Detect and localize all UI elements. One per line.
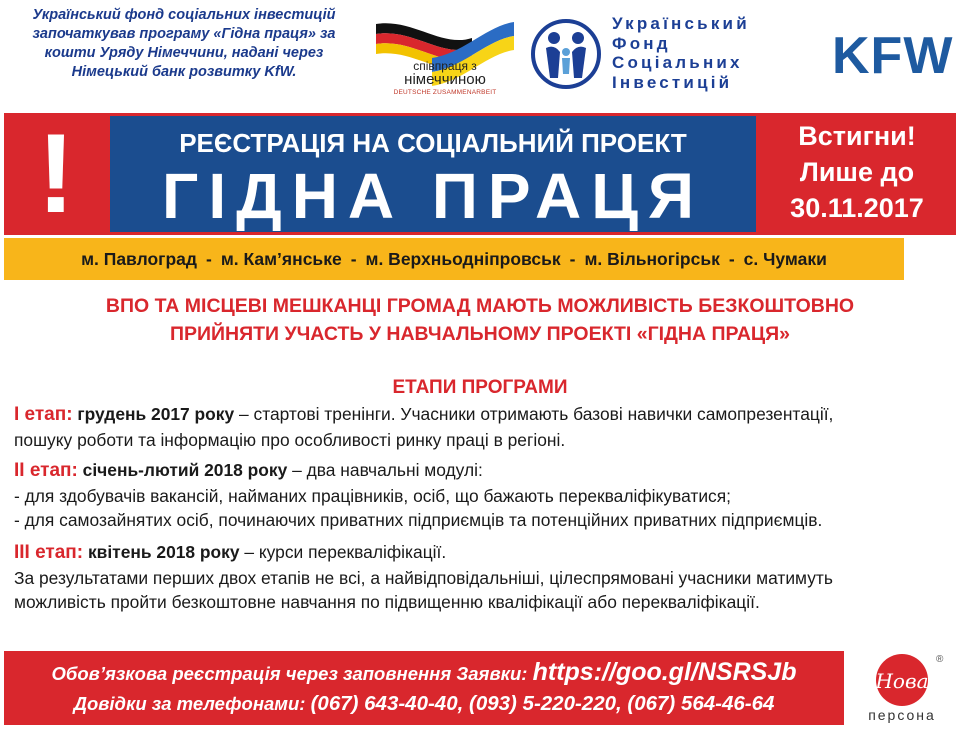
headline-line: ВПО ТА МІСЦЕВІ МЕШКАНЦІ ГРОМАД МАЮТЬ МОЖЛИВІСТЬ БЕЗКОШТОВНО <box>105 295 855 317</box>
registered-mark: ® <box>936 654 944 665</box>
usif-name-line: Фонд <box>612 33 671 53</box>
project-name: ГІДНА ПРАЦЯ <box>162 160 704 232</box>
city-separator: - <box>205 249 212 269</box>
city-item: м. Верхньодніпровськ <box>365 249 561 269</box>
phones: (067) 643-40-40, (093) 5-220-220, (067) 564-46-64 <box>310 692 775 715</box>
stage-2 <box>14 458 954 533</box>
stage-text: – стартові тренінги. Учасники отримають базові навички самопрезентації, <box>234 404 834 424</box>
cities-list <box>4 238 904 280</box>
stage-1-line <box>14 402 954 428</box>
nova-logo-name: персона <box>868 707 936 723</box>
stage-text: – курси перекваліфікації. <box>239 542 447 562</box>
stage-period: січень-лютий 2018 року <box>82 460 288 480</box>
cooperation-line1: співпраця з <box>413 59 477 73</box>
stage-text-line: пошуку роботи та інформацію про особливості ринку праці в регіоні. <box>14 429 566 450</box>
city-separator: - <box>350 249 357 269</box>
exclamation-mark: ! <box>37 111 75 236</box>
stage-text: – два навчальні модулі: <box>287 460 483 480</box>
stage-period: квітень 2018 року <box>87 542 240 562</box>
usif-name-line: Соціальних <box>612 53 743 72</box>
headline-line: ПРИЙНЯТИ УЧАСТЬ У НАВЧАЛЬНОМУ ПРОЕКТІ «ГІДНА ПРАЦЯ» <box>169 323 791 345</box>
city-separator: - <box>728 249 735 269</box>
stage-bullet: - для самозайнятих осіб, починаючих приватних підприємців та потенційних приватних підприємців. <box>14 510 823 530</box>
deadline-notice <box>758 118 956 226</box>
stages-heading: ЕТАПИ ПРОГРАМИ <box>392 377 568 398</box>
cooperation-line2: німеччиною <box>404 71 486 88</box>
cooperation-caption <box>380 60 510 99</box>
intro-text: Український фонд соціальних інвестицій започаткував програму «Гідна праця» за кошти Уряду Німеччини, надані через Німецький банк розвитку KfW. <box>32 7 336 80</box>
phones-label: Довідки за телефонами: <box>73 693 311 714</box>
headline <box>20 292 940 348</box>
city-item: м. Павлоград <box>81 249 197 269</box>
city-item: м. Вільногірськ <box>584 249 720 269</box>
registration-line <box>4 656 844 690</box>
stage-3 <box>14 540 954 615</box>
city-item: м. Кам’янське <box>220 249 342 269</box>
registration-text: Обов’язкова реєстрація через заповнення Заявки: <box>51 663 533 684</box>
usif-name-line: Інвестицій <box>612 72 733 92</box>
phones-line <box>4 688 844 720</box>
stage-bullet: - для здобувачів вакансій, найманих працівників, осіб, що бажають перекваліфікуватися; <box>14 485 731 506</box>
cooperation-line3: DEUTSCHE ZUSAMMENARBEIT <box>393 89 497 96</box>
kfw-logo: KFW <box>832 27 954 85</box>
stage-period: грудень 2017 року <box>77 404 235 424</box>
deadline-line: Встигни! <box>798 121 916 151</box>
stage-label: II етап: <box>14 460 78 481</box>
results-line: можливість пройти безкоштовне навчання по підвищенню кваліфікації або перекваліфікації. <box>14 592 760 612</box>
usif-name-line: Український <box>612 14 750 33</box>
usif-name <box>612 14 827 92</box>
city-item: с. Чумаки <box>743 249 827 269</box>
deadline-date: 30.11.2017 <box>790 193 924 223</box>
nova-logo-script: Нова <box>875 669 929 693</box>
city-separator: - <box>569 249 576 269</box>
results-line: За результатами перших двох етапів не всі, а найвідповідальніші, цілеспрямовані учасники матимуть <box>14 567 833 588</box>
deadline-line: Лише до <box>799 157 915 187</box>
stage-3-line <box>14 540 954 566</box>
people-family-icon <box>530 12 602 96</box>
stage-1 <box>14 402 954 452</box>
registration-link[interactable]: https://goo.gl/NSRSJb <box>532 658 797 686</box>
stage-label: I етап: <box>14 404 73 425</box>
registration-title: РЕЄСТРАЦІЯ НА СОЦІАЛЬНИЙ ПРОЕКТ <box>179 128 687 158</box>
stage-label: III етап: <box>14 542 84 563</box>
stage-2-line <box>14 458 954 484</box>
